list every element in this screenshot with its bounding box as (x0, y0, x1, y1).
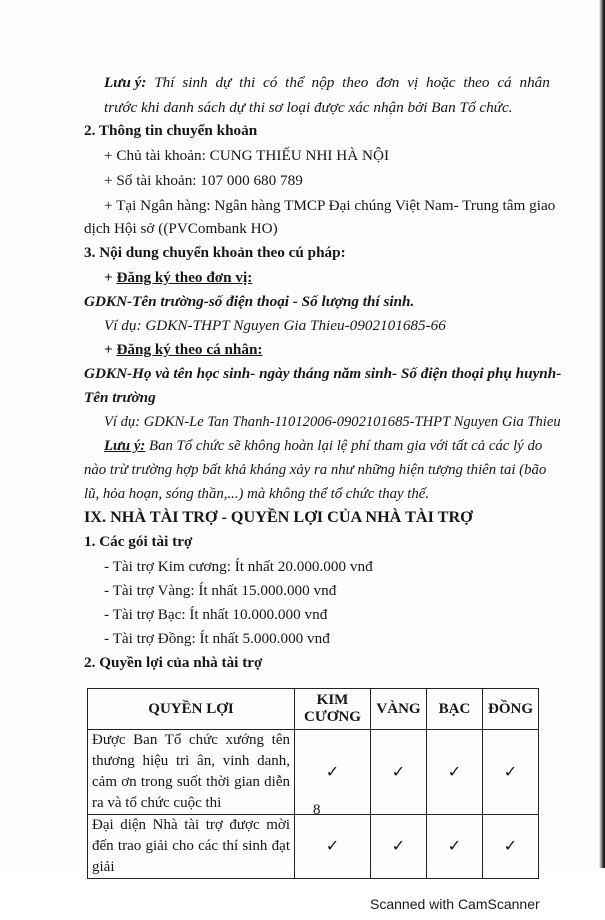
benefit-cell: Được Ban Tổ chức xướng tên thương hiệu tri ân, vinh danh, cảm ơn trong suốt thời gian diễn ra và tổ chức cuộc thi (88, 730, 295, 815)
individual-example: Ví dụ: GDKN-Le Tan Thanh-11012006-0902101685-THPT Nguyen Gia Thieu (104, 414, 561, 430)
check-icon: ✓ (427, 730, 483, 815)
header-bronze: ĐỒNG (483, 689, 539, 730)
check-icon: ✓ (483, 815, 539, 879)
section-9-heading: IX. NHÀ TÀI TRỢ - QUYỀN LỢI CỦA NHÀ TÀI TRỢ (84, 508, 473, 526)
check-icon: ✓ (295, 815, 371, 879)
benefit-cell: Đại diện Nhà tài trợ được mời đến trao giải cho các thí sinh đạt giải (88, 815, 295, 879)
check-icon: ✓ (295, 730, 371, 815)
section-2-heading: 2. Thông tin chuyển khoản (84, 122, 258, 139)
red-stamp-mark (579, 362, 595, 452)
header-diamond: KIM CƯƠNG (295, 689, 371, 730)
header-gold: VÀNG (371, 689, 427, 730)
package-gold: - Tài trợ Vàng: Ít nhất 15.000.000 vnđ (104, 582, 337, 599)
bank-name: + Tại Ngân hàng: Ngân hàng TMCP Đại chúng Việt Nam- Trung tâm giao (104, 197, 556, 214)
scan-edge-shadow (599, 0, 605, 868)
check-icon: ✓ (483, 730, 539, 815)
refund-note-line-1: Lưu ý: Ban Tổ chức sẽ không hoàn lại lệ phí tham gia với tất cả các lý do (104, 438, 543, 454)
refund-note-line-2: nào trừ trường hợp bất khả kháng xảy ra như những hiện tượng thiên tai (bão (84, 462, 547, 478)
header-silver: BẠC (427, 689, 483, 730)
table-row (88, 815, 539, 879)
header-benefit: QUYỀN LỢI (88, 689, 295, 730)
package-diamond: - Tài trợ Kim cương: Ít nhất 20.000.000 vnđ (104, 558, 373, 575)
section-3-heading: 3. Nội dung chuyển khoản theo cú pháp: (84, 244, 346, 261)
note-1-line-2: trước khi danh sách dự thi sơ loại được xác nhận bởi Ban Tổ chức. (104, 99, 513, 116)
bank-name-continuation: dịch Hội sở ((PVCombank HO) (84, 220, 278, 237)
individual-syntax-line-1: GDKN-Họ và tên học sinh- ngày tháng năm sinh- Số điện thoại phụ huynh- (84, 365, 562, 382)
table-header-row (88, 689, 539, 730)
note-1-label: Lưu ý: (104, 74, 147, 91)
benefits-heading: 2. Quyền lợi của nhà tài trợ (84, 654, 263, 671)
individual-syntax-line-2: Tên trường (84, 389, 156, 406)
refund-note-line-3: lũ, hỏa hoạn, sóng thần,...) mà không thể tổ chức thay thế. (84, 486, 430, 502)
org-registration-label: + Đăng ký theo đơn vị: (104, 269, 253, 286)
package-silver: - Tài trợ Bạc: Ít nhất 10.000.000 vnđ (104, 606, 328, 623)
account-number: + Số tài khoản: 107 000 680 789 (104, 172, 303, 189)
account-holder: + Chủ tài khoản: CUNG THIẾU NHI HÀ NỘI (104, 147, 390, 164)
check-icon: ✓ (371, 730, 427, 815)
org-example: Ví dụ: GDKN-THPT Nguyen Gia Thieu-0902101685-66 (104, 317, 446, 334)
package-bronze: - Tài trợ Đồng: Ít nhất 5.000.000 vnđ (104, 630, 330, 647)
individual-registration-label: + Đăng ký theo cá nhân: (104, 341, 263, 358)
benefits-table (87, 688, 539, 879)
org-syntax: GDKN-Tên trường-số điện thoại - Số lượng thí sinh. (84, 293, 415, 310)
camscanner-footer: Scanned with CamScanner (370, 896, 540, 912)
packages-heading: 1. Các gói tài trợ (84, 533, 193, 550)
check-icon: ✓ (427, 815, 483, 879)
check-icon: ✓ (371, 815, 427, 879)
note-1-line-1: Lưu ý: Thí sinh dự thi có thể nộp theo đơn vị hoặc theo cá nhân (104, 74, 550, 91)
page-number: 8 (313, 802, 321, 818)
